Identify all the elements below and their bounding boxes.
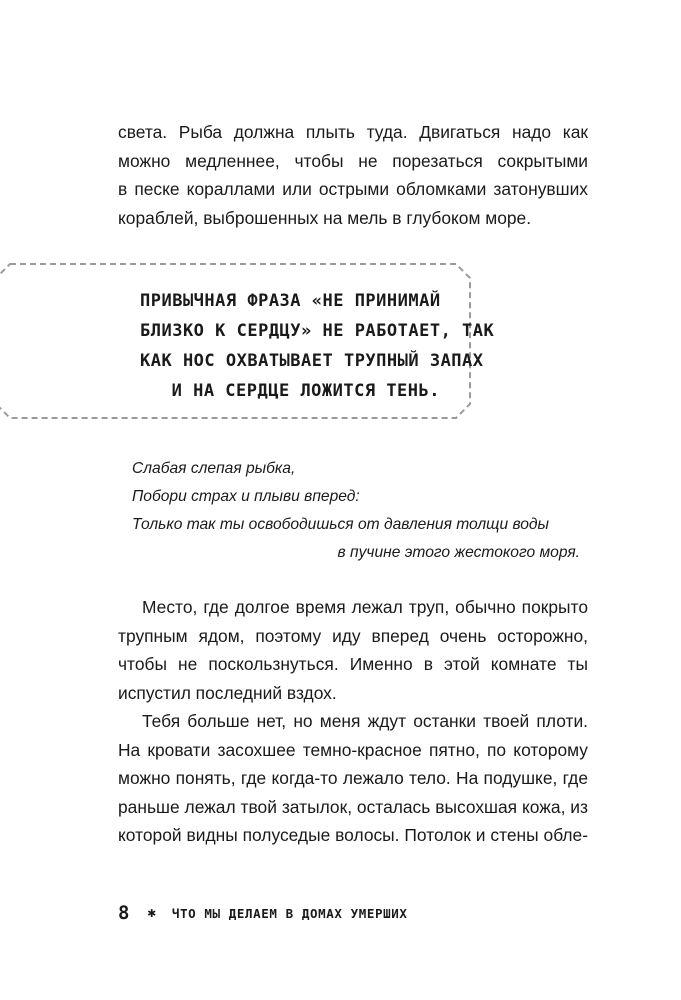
pull-quote-line: БЛИЗКО К СЕРДЦУ» НЕ РАБОТАЕТ, ТАК [140,321,495,341]
pull-quote-line: И НА СЕРДЦЕ ЛОЖИТСЯ ТЕНЬ. [171,381,440,401]
paragraph-line: в песке кораллами или острыми обломками затонувших [118,179,588,199]
paragraph-line: можно медленнее, чтобы не порезаться сокрытыми [118,150,588,171]
asterisk-icon: ✱ [147,905,156,921]
paragraph-line: На кровати засохшее темно-красное пятно, по которому [118,739,588,760]
paragraph-line: трупным ядом, поэтому иду вперед очень осторожно, [118,625,588,646]
paragraph-line: раньше лежал твой затылок, осталась высохшая кожа, из [118,796,588,817]
paragraph-line: которой видны полуседые волосы. Потолок и стены обле- [118,825,588,845]
poem-line: Слабая слепая рыбка, [132,460,296,477]
poem-line: Только так ты освободишься от давления толщи воды [132,516,550,533]
pull-quote [140,286,495,406]
poem [132,455,582,567]
page-footer [118,901,408,925]
paragraph-2 [118,593,588,707]
pull-quote-line: ПРИВЫЧНАЯ ФРАЗА «НЕ ПРИНИМАЙ [140,291,441,311]
pull-quote-line: КАК НОС ОХВАТЫВАЕТ ТРУПНЫЙ ЗАПАХ [140,351,484,371]
page-number: 8 [118,902,130,924]
paragraph-line: чтобы не поскользнуться. Именно в этой комнате ты [118,654,588,674]
paragraph-line: испустил последний вздох. [118,682,337,703]
poem-line: в пучине этого жестокого моря. [337,544,580,561]
paragraph-line: света. Рыба должна плыть туда. Двигаться надо как [118,122,588,142]
running-title: ЧТО МЫ ДЕЛАЕМ В ДОМАХ УМЕРШИХ [171,905,408,921]
paragraph-line: можно понять, где когда-то лежало тело. На подушке, где [118,768,588,788]
paragraph-line: Тебя больше нет, но меня ждут останки твоей плоти. [142,711,588,731]
paragraph-line: Место, где долгое время лежал труп, обычно покрыто [142,597,588,617]
poem-line: Побори страх и плыви вперед: [132,488,360,505]
paragraph-3 [118,707,588,850]
paragraph-line: кораблей, выброшенных на мель в глубоком море. [118,207,532,228]
paragraph-1 [118,118,588,232]
